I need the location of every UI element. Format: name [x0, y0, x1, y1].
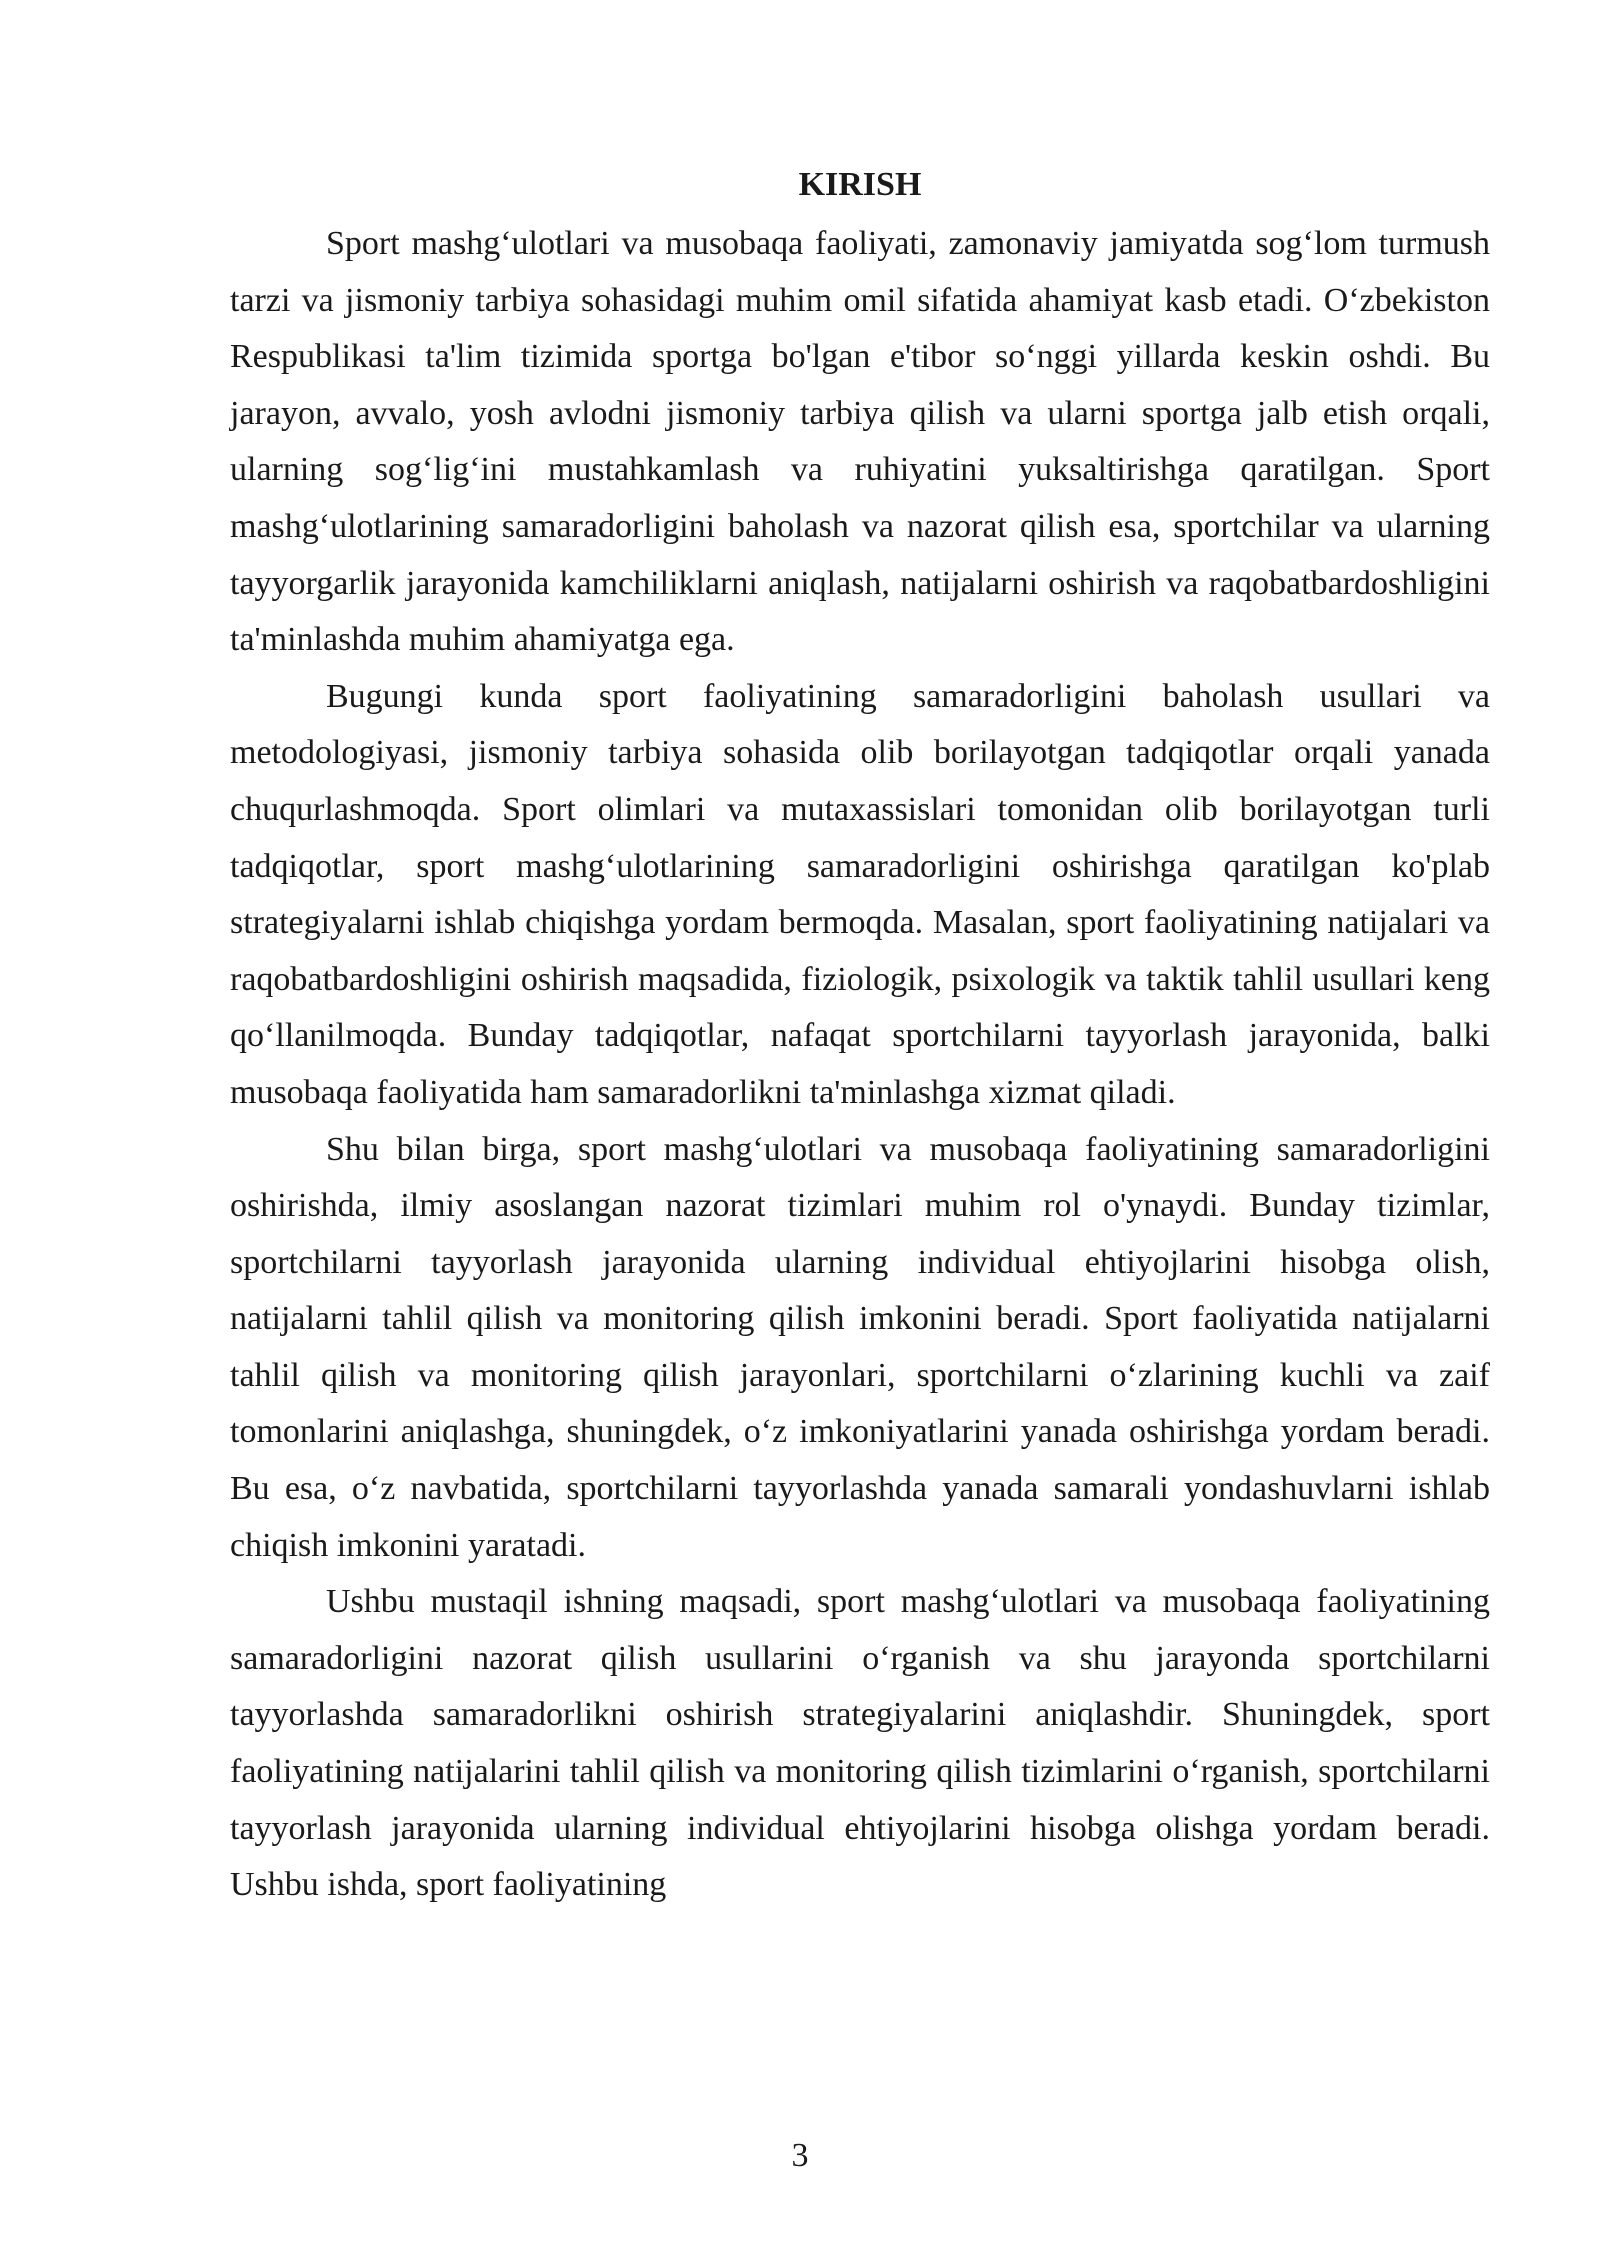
page-number: 3	[791, 2137, 809, 2174]
document-page	[230, 160, 1490, 1914]
paragraph-2: Bugungi kunda sport faoliyatining samaradorligini baholash usullari va metodologiyasi, jismoniy tarbiya sohasida olib borilayotgan tadqiqotlar orqali yanada chuqurlashmoqda. Sport olimlari va mutaxassislari tomonidan olib borilayotgan turli tadqiqotlar, sport mashg‘ulotlarining samaradorligini oshirishga qaratilgan ko'plab strategiyalarni ishlab chiqishga yordam bermoqda. Masalan, sport faoliyatining natijalari va raqobatbardoshligini oshirish maqsadida, fiziologik, psixologik va taktik tahlil usullari keng qo‘llanilmoqda. Bunday tadqiqotlar, nafaqat sportchilarni tayyorlash jarayonida, balki musobaqa faoliyatida ham samaradorlikni ta'minlashga xizmat qiladi.	[230, 677, 1490, 1111]
section-title: KIRISH	[798, 166, 922, 203]
paragraph-1: Sport mashg‘ulotlari va musobaqa faoliyati, zamonaviy jamiyatda sog‘lom turmush tarzi va jismoniy tarbiya sohasidagi muhim omil sifatida ahamiyat kasb etadi. O‘zbekiston Respublikasi ta'lim tizimida sportga bo'lgan e'tibor so‘nggi yillarda keskin oshdi. Bu jarayon, avvalo, yosh avlodni jismoniy tarbiya qilish va ularni sportga jalb etish orqali, ularning sog‘lig‘ini mustahkamlash va ruhiyatini yuksaltirishga qaratilgan. Sport mashg‘ulotlarining samaradorligini baholash va nazorat qilish esa, sportchilar va ularning tayyorgarlik jarayonida kamchiliklarni aniqlash, natijalarni oshirish va raqobatbardoshligini ta'minlashda muhim ahamiyatga ega.	[230, 225, 1490, 659]
paragraph-3: Shu bilan birga, sport mashg‘ulotlari va musobaqa faoliyatining samaradorligini oshirishda, ilmiy asoslangan nazorat tizimlari muhim rol o'ynaydi. Bunday tizimlar, sportchilarni tayyorlash jarayonida ularning individual ehtiyojlarini hisobga olish, natijalarni tahlil qilish va monitoring qilish imkonini beradi. Sport faoliyatida natijalarni tahlil qilish va monitoring qilish jarayonlari, sportchilarni o‘zlarining kuchli va zaif tomonlarini aniqlashga, shuningdek, o‘z imkoniyatlarini yanada oshirishga yordam beradi. Bu esa, o‘z navbatida, sportchilarni tayyorlashda yanada samarali yondashuvlarni ishlab chiqish imkonini yaratadi.	[230, 1130, 1490, 1564]
paragraph-4: Ushbu mustaqil ishning maqsadi, sport mashg‘ulotlari va musobaqa faoliyatining samaradorligini nazorat qilish usullarini o‘rganish va shu jarayonda sportchilarni tayyorlashda samaradorlikni oshirish strategiyalarini aniqlashdir. Shuningdek, sport faoliyatining natijalarini tahlil qilish va monitoring qilish tizimlarini o‘rganish, sportchilarni tayyorlash jarayonida ularning individual ehtiyojlarini hisobga olishga yordam beradi. Ushbu ishda, sport faoliyatining	[230, 1583, 1490, 1904]
